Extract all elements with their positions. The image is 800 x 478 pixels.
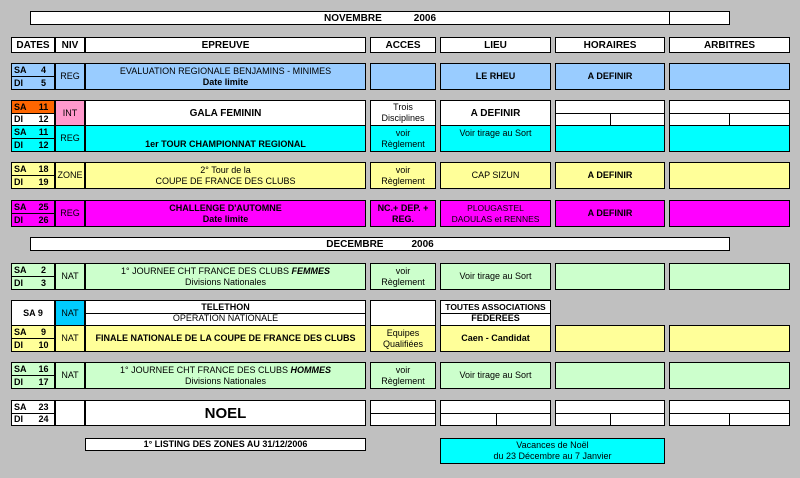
niv-cell: INT xyxy=(55,100,85,126)
month-year: 2006 xyxy=(411,238,434,250)
acces-cell: voir Règlement xyxy=(370,362,436,389)
niv-cell: NAT xyxy=(55,300,85,326)
date-cell-sat: SA 11 xyxy=(11,100,55,114)
date-cell-sun: DI 12 xyxy=(11,113,55,126)
date-cell-sat: SA 16 xyxy=(11,362,55,376)
arbitres-cell xyxy=(669,362,790,389)
month-name: DECEMBRE xyxy=(326,238,384,250)
niv-cell: ZONE xyxy=(55,162,85,189)
acces-cell: Trois Disciplines xyxy=(370,100,436,126)
lieu-cell: A DEFINIR xyxy=(440,100,551,126)
col-header-arbitres: ARBITRES xyxy=(669,37,790,53)
acces-cell: Equipes Qualifiées xyxy=(370,325,436,352)
divider xyxy=(669,11,670,25)
epreuve-subtitle: Divisions Nationales xyxy=(184,375,267,386)
date-cell-sun: DI 17 xyxy=(11,375,55,389)
date-cell-sun: DI 12 xyxy=(11,138,55,152)
divider xyxy=(85,313,366,314)
epreuve-subtitle: OPERATION NATIONALE xyxy=(172,313,279,323)
epreuve-title: 1° JOURNEE CHT FRANCE DES CLUBS FEMMES xyxy=(121,265,330,276)
epreuve-cell xyxy=(85,162,366,189)
month-header-december xyxy=(30,237,730,251)
acces-cell: voir Règlement xyxy=(370,162,436,189)
horaires-cell xyxy=(555,325,665,352)
divider xyxy=(610,413,611,426)
divider xyxy=(440,313,551,314)
date-cell-sun: DI 5 xyxy=(11,76,55,90)
col-header-horaires: HORAIRES xyxy=(555,37,665,53)
epreuve-title: 1° JOURNEE CHT FRANCE DES CLUBS HOMMES xyxy=(120,364,331,375)
arbitres-cell xyxy=(669,263,790,290)
epreuve-cell xyxy=(85,63,366,90)
arbitres-cell xyxy=(669,162,790,189)
col-header-epreuve: EPREUVE xyxy=(85,37,366,53)
date-cell-sat: SA 18 xyxy=(11,162,55,176)
niv-cell: REG xyxy=(55,200,85,227)
horaires-cell xyxy=(555,125,665,152)
epreuve-subtitle: COUPE DE FRANCE DES CLUBS xyxy=(155,175,296,186)
date-cell-sun: DI 24 xyxy=(11,413,55,426)
horaires-cell xyxy=(555,263,665,290)
date-cell-sun: DI 19 xyxy=(11,175,55,189)
lieu-cell: Voir tirage au Sort xyxy=(440,362,551,389)
date-cell: SA 9 xyxy=(11,300,55,326)
epreuve-cell: FINALE NATIONALE DE LA COUPE DE FRANCE DES CLUBS xyxy=(85,325,366,352)
acces-cell xyxy=(370,63,436,90)
niv-cell: REG xyxy=(55,63,85,90)
date-cell-sat: SA 4 xyxy=(11,63,55,77)
col-header-dates: DATES xyxy=(11,37,55,53)
niv-cell: NAT xyxy=(55,263,85,290)
lieu-cell: CAP SIZUN xyxy=(440,162,551,189)
divider xyxy=(729,413,730,426)
divider xyxy=(370,413,436,414)
lieu-cell: PLOUGASTEL DAOULAS et RENNES xyxy=(440,200,551,227)
col-header-niv: NIV xyxy=(55,37,85,53)
epreuve-subtitle: Date limite xyxy=(202,76,249,87)
niv-cell: REG xyxy=(55,125,85,152)
acces-cell: voir Règlement xyxy=(370,125,436,152)
arbitres-cell xyxy=(669,325,790,352)
divider xyxy=(496,413,497,426)
arbitres-cell xyxy=(669,125,790,152)
vacances-note xyxy=(440,438,665,464)
epreuve-cell xyxy=(85,200,366,227)
epreuve-cell xyxy=(85,263,366,290)
month-name: NOVEMBRE xyxy=(323,12,382,24)
epreuve-title: TELETHON xyxy=(201,302,250,312)
lieu-line1: TOUTES ASSOCIATIONS xyxy=(445,302,546,312)
epreuve-subtitle: Divisions Nationales xyxy=(184,276,267,287)
date-cell-sun: DI 10 xyxy=(11,338,55,352)
lieu-cell: LE RHEU xyxy=(440,63,551,90)
date-cell-sun: DI 3 xyxy=(11,276,55,290)
lieu-cell: Voir tirage au Sort xyxy=(440,125,551,152)
niv-cell xyxy=(55,400,85,426)
vacances-line2: du 23 Décembre au 7 Janvier xyxy=(493,451,612,461)
date-cell-sat: SA 25 xyxy=(11,200,55,214)
date-cell-sat: SA 2 xyxy=(11,263,55,277)
lieu-cell: Voir tirage au Sort xyxy=(440,263,551,290)
vacances-line1: Vacances de Noël xyxy=(516,440,589,450)
horaires-cell xyxy=(555,362,665,389)
date-cell-sat: SA 23 xyxy=(11,400,55,414)
epreuve-title: CHALLENGE D'AUTOMNE xyxy=(169,202,282,213)
date-cell-sun: DI 26 xyxy=(11,213,55,227)
epreuve-cell xyxy=(85,362,366,389)
col-header-lieu: LIEU xyxy=(440,37,551,53)
horaires-cell: A DEFINIR xyxy=(555,63,665,90)
lieu-line2: FEDEREES xyxy=(471,313,520,323)
listing-zones-note: 1° LISTING DES ZONES AU 31/12/2006 xyxy=(85,438,366,451)
epreuve-cell: 1er TOUR CHAMPIONNAT REGIONAL xyxy=(85,125,366,152)
acces-cell: NC.+ DEP. + REG. xyxy=(370,200,436,227)
date-cell-sat: SA 9 xyxy=(11,325,55,339)
lieu-cell: Caen - Candidat xyxy=(440,325,551,352)
horaires-cell: A DEFINIR xyxy=(555,162,665,189)
epreuve-cell: GALA FEMININ xyxy=(85,100,366,126)
epreuve-subtitle: Date limite xyxy=(202,213,249,224)
col-header-acces: ACCES xyxy=(370,37,436,53)
horaires-cell: A DEFINIR xyxy=(555,200,665,227)
epreuve-title: 2° Tour de la xyxy=(200,164,251,175)
month-year: 2006 xyxy=(413,12,437,24)
epreuve-cell: NOEL xyxy=(85,400,366,426)
epreuve-title: EVALUATION REGIONALE BENJAMINS - MINIMES xyxy=(119,65,332,76)
acces-cell xyxy=(370,300,436,326)
month-header-november xyxy=(30,11,730,25)
arbitres-cell xyxy=(669,63,790,90)
niv-cell: NAT xyxy=(55,362,85,389)
niv-cell: NAT xyxy=(55,325,85,352)
date-cell-sat: SA 11 xyxy=(11,125,55,139)
acces-cell: voir Règlement xyxy=(370,263,436,290)
arbitres-cell xyxy=(669,200,790,227)
